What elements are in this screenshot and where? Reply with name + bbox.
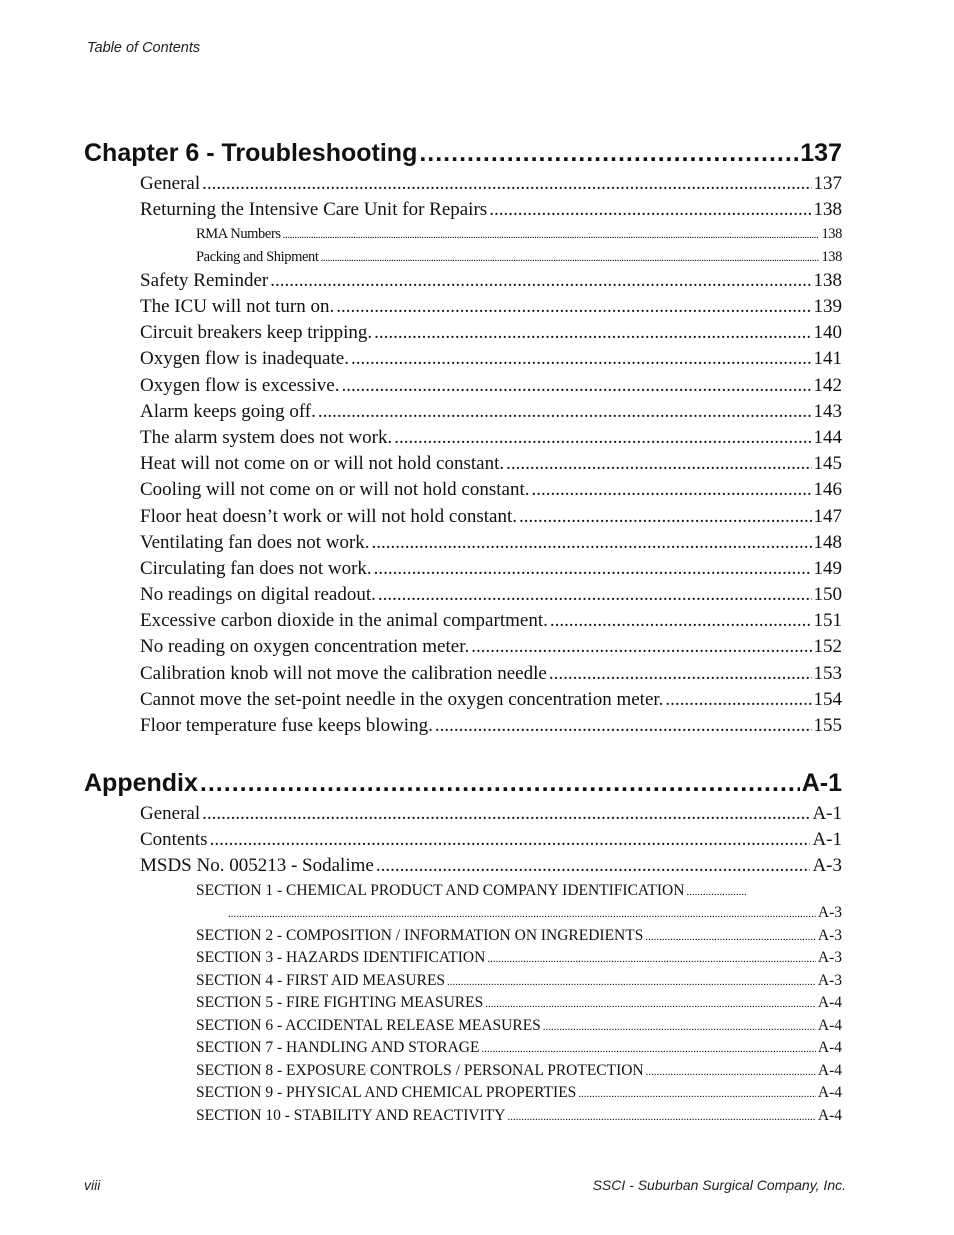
toc-entry[interactable] bbox=[140, 453, 842, 475]
entry-title: SECTION 5 - FIRE FIGHTING MEASURES bbox=[196, 994, 484, 1011]
entry-page: A-3 bbox=[817, 949, 842, 966]
dot-leader bbox=[506, 453, 811, 475]
dot-leader bbox=[645, 931, 816, 943]
entry-title: Excessive carbon dioxide in the animal compartment. bbox=[140, 610, 548, 631]
entry-page: 138 bbox=[813, 270, 842, 291]
entry-page: 153 bbox=[813, 663, 842, 684]
toc-subentry[interactable] bbox=[196, 1062, 842, 1080]
dot-leader bbox=[686, 886, 746, 898]
entry-title: SECTION 6 - ACCIDENTAL RELEASE MEASURES bbox=[196, 1017, 541, 1034]
chapter-title: Chapter 6 - Troubleshooting bbox=[84, 139, 418, 167]
entry-title: Circulating fan does not work. bbox=[140, 558, 372, 579]
dot-leader bbox=[321, 252, 820, 264]
dot-leader bbox=[341, 375, 811, 397]
toc-subentry[interactable] bbox=[196, 994, 842, 1012]
entry-title: Safety Reminder bbox=[140, 270, 269, 291]
entry-title: The alarm system does not work. bbox=[140, 427, 393, 448]
toc-entry[interactable] bbox=[140, 829, 842, 851]
running-header: Table of Contents bbox=[87, 40, 201, 56]
entry-page: 152 bbox=[813, 636, 842, 657]
toc-entry[interactable] bbox=[140, 199, 842, 221]
entry-page: 148 bbox=[813, 532, 842, 553]
company-footer: SSCI - Suburban Surgical Company, Inc. bbox=[592, 1177, 846, 1193]
entry-page: 146 bbox=[813, 479, 842, 500]
dot-leader bbox=[550, 610, 812, 632]
dot-leader bbox=[202, 803, 810, 825]
dot-leader bbox=[665, 689, 811, 711]
entry-title: General bbox=[140, 803, 201, 824]
entry-title: Circuit breakers keep tripping. bbox=[140, 322, 373, 343]
entry-title: SECTION 10 - STABILITY AND REACTIVITY bbox=[196, 1107, 506, 1124]
entry-title: SECTION 1 - CHEMICAL PRODUCT AND COMPANY IDENTIFICATION bbox=[196, 882, 685, 899]
entry-title: SECTION 7 - HANDLING AND STORAGE bbox=[196, 1039, 480, 1056]
chapter-heading[interactable] bbox=[84, 139, 842, 168]
entry-title: Oxygen flow is excessive. bbox=[140, 375, 340, 396]
dot-leader bbox=[531, 479, 811, 501]
toc-entry[interactable] bbox=[140, 427, 842, 449]
entry-page: 144 bbox=[813, 427, 842, 448]
toc-entry[interactable] bbox=[140, 173, 842, 195]
dot-leader bbox=[210, 829, 811, 851]
toc-entry[interactable] bbox=[140, 558, 842, 580]
dot-leader bbox=[578, 1088, 816, 1100]
toc-entry[interactable] bbox=[140, 348, 842, 370]
appendix-title: Appendix bbox=[84, 769, 198, 797]
entry-title: SECTION 2 - COMPOSITION / INFORMATION ON INGREDIENTS bbox=[196, 927, 644, 944]
entry-title: Returning the Intensive Care Unit for Repairs bbox=[140, 199, 488, 220]
dot-leader bbox=[489, 199, 811, 221]
appendix-heading[interactable] bbox=[84, 769, 842, 798]
chapter-page: 137 bbox=[800, 139, 842, 167]
entry-title: SECTION 9 - PHYSICAL AND CHEMICAL PROPERTIES bbox=[196, 1084, 577, 1101]
entry-title: SECTION 3 - HAZARDS IDENTIFICATION bbox=[196, 949, 486, 966]
entry-page: A-3 bbox=[817, 972, 842, 989]
entry-page: A-3 bbox=[817, 927, 842, 944]
toc-subentry[interactable] bbox=[196, 927, 842, 945]
dot-leader bbox=[200, 769, 800, 798]
entry-page: 155 bbox=[813, 715, 842, 736]
dot-leader bbox=[519, 506, 812, 528]
dot-leader bbox=[270, 270, 811, 292]
toc-entry[interactable] bbox=[140, 803, 842, 825]
entry-page: 145 bbox=[813, 453, 842, 474]
dot-leader bbox=[378, 584, 812, 606]
toc-entry[interactable] bbox=[140, 270, 842, 292]
entry-page: A-4 bbox=[817, 1084, 842, 1101]
toc-entry[interactable] bbox=[140, 584, 842, 606]
toc-subentry[interactable] bbox=[196, 882, 842, 900]
entry-page: A-3 bbox=[812, 855, 842, 876]
entry-page: A-4 bbox=[817, 1039, 842, 1056]
appendix-page: A-1 bbox=[801, 769, 842, 797]
entry-page: 138 bbox=[813, 199, 842, 220]
entry-page: 149 bbox=[813, 558, 842, 579]
toc-entry[interactable] bbox=[140, 663, 842, 685]
toc-subentry[interactable] bbox=[196, 1084, 842, 1102]
dot-leader bbox=[394, 427, 811, 449]
toc-entry[interactable] bbox=[140, 506, 842, 528]
entry-page: 154 bbox=[813, 689, 842, 710]
dot-leader bbox=[543, 1021, 816, 1033]
dot-leader bbox=[471, 636, 811, 658]
entry-title: SECTION 8 - EXPOSURE CONTROLS / PERSONAL PROTECTION bbox=[196, 1062, 644, 1079]
entry-page: 151 bbox=[813, 610, 842, 631]
entry-title: Floor heat doesn’t work or will not hold constant. bbox=[140, 506, 517, 527]
dot-leader bbox=[336, 296, 811, 318]
dot-leader bbox=[481, 1043, 815, 1055]
entry-title: Ventilating fan does not work. bbox=[140, 532, 370, 553]
entry-page: 150 bbox=[813, 584, 842, 605]
entry-title: MSDS No. 005213 - Sodalime bbox=[140, 855, 374, 876]
page-number: viii bbox=[84, 1177, 101, 1193]
dot-leader bbox=[549, 663, 812, 685]
entry-title: Cannot move the set-point needle in the oxygen concentration meter. bbox=[140, 689, 664, 710]
entry-page: 138 bbox=[821, 249, 842, 265]
toc-subentry[interactable] bbox=[196, 226, 842, 243]
entry-page: 139 bbox=[813, 296, 842, 317]
dot-leader bbox=[507, 1111, 815, 1123]
toc-entry[interactable] bbox=[140, 610, 842, 632]
entry-title: No readings on digital readout. bbox=[140, 584, 376, 605]
entry-title: The ICU will not turn on. bbox=[140, 296, 335, 317]
dot-leader bbox=[372, 532, 812, 554]
toc-subentry[interactable] bbox=[196, 1107, 842, 1125]
dot-leader bbox=[485, 998, 816, 1010]
entry-title: No reading on oxygen concentration meter. bbox=[140, 636, 470, 657]
dot-leader bbox=[374, 558, 812, 580]
dot-leader bbox=[318, 401, 812, 423]
entry-title: SECTION 4 - FIRST AID MEASURES bbox=[196, 972, 446, 989]
dot-leader bbox=[228, 908, 816, 920]
dot-leader bbox=[646, 1066, 816, 1078]
toc-entry[interactable] bbox=[140, 322, 842, 344]
entry-title: RMA Numbers bbox=[196, 226, 281, 242]
toc-subentry[interactable] bbox=[196, 1039, 842, 1057]
dot-leader bbox=[435, 715, 812, 737]
toc-subentry[interactable] bbox=[196, 972, 842, 990]
dot-leader bbox=[419, 139, 798, 168]
entry-page: 142 bbox=[813, 375, 842, 396]
entry-page: A-4 bbox=[817, 994, 842, 1011]
entry-page: 143 bbox=[813, 401, 842, 422]
toc-entry[interactable] bbox=[140, 689, 842, 711]
entry-title: General bbox=[140, 173, 201, 194]
entry-title: Alarm keeps going off. bbox=[140, 401, 316, 422]
toc-entry[interactable] bbox=[140, 715, 842, 737]
toc-entry[interactable] bbox=[140, 401, 842, 423]
toc-entry[interactable] bbox=[140, 855, 842, 877]
entry-page: A-3 bbox=[817, 904, 842, 921]
entry-page: A-1 bbox=[812, 829, 842, 850]
entry-title: Cooling will not come on or will not hold constant. bbox=[140, 479, 530, 500]
entry-page: A-4 bbox=[817, 1017, 842, 1034]
dot-leader bbox=[283, 229, 820, 241]
entry-title: Calibration knob will not move the calibration needle bbox=[140, 663, 547, 684]
toc-entry[interactable] bbox=[140, 479, 842, 501]
entry-page: 147 bbox=[813, 506, 842, 527]
dot-leader bbox=[487, 953, 816, 965]
toc-subentry[interactable] bbox=[196, 1017, 842, 1035]
toc-entry[interactable] bbox=[140, 296, 842, 318]
dot-leader bbox=[447, 976, 816, 988]
entry-page: 140 bbox=[813, 322, 842, 343]
dot-leader bbox=[351, 348, 812, 370]
entry-page: 138 bbox=[821, 226, 842, 242]
entry-title: Oxygen flow is inadequate. bbox=[140, 348, 349, 369]
toc-subentry-continuation bbox=[228, 904, 842, 922]
toc-entry[interactable] bbox=[140, 532, 842, 554]
entry-page: 137 bbox=[813, 173, 842, 194]
entry-title: Heat will not come on or will not hold constant. bbox=[140, 453, 505, 474]
toc-subentry[interactable] bbox=[196, 949, 842, 967]
entry-title: Contents bbox=[140, 829, 208, 850]
dot-leader bbox=[376, 855, 811, 877]
entry-page: A-4 bbox=[817, 1107, 842, 1124]
toc-entry[interactable] bbox=[140, 636, 842, 658]
entry-title: Floor temperature fuse keeps blowing. bbox=[140, 715, 433, 736]
entry-page: A-1 bbox=[812, 803, 842, 824]
toc-subentry[interactable] bbox=[196, 249, 842, 266]
dot-leader bbox=[374, 322, 811, 344]
dot-leader bbox=[202, 173, 811, 195]
entry-title: Packing and Shipment bbox=[196, 249, 319, 265]
entry-page: A-4 bbox=[817, 1062, 842, 1079]
toc-entry[interactable] bbox=[140, 375, 842, 397]
entry-page: 141 bbox=[813, 348, 842, 369]
